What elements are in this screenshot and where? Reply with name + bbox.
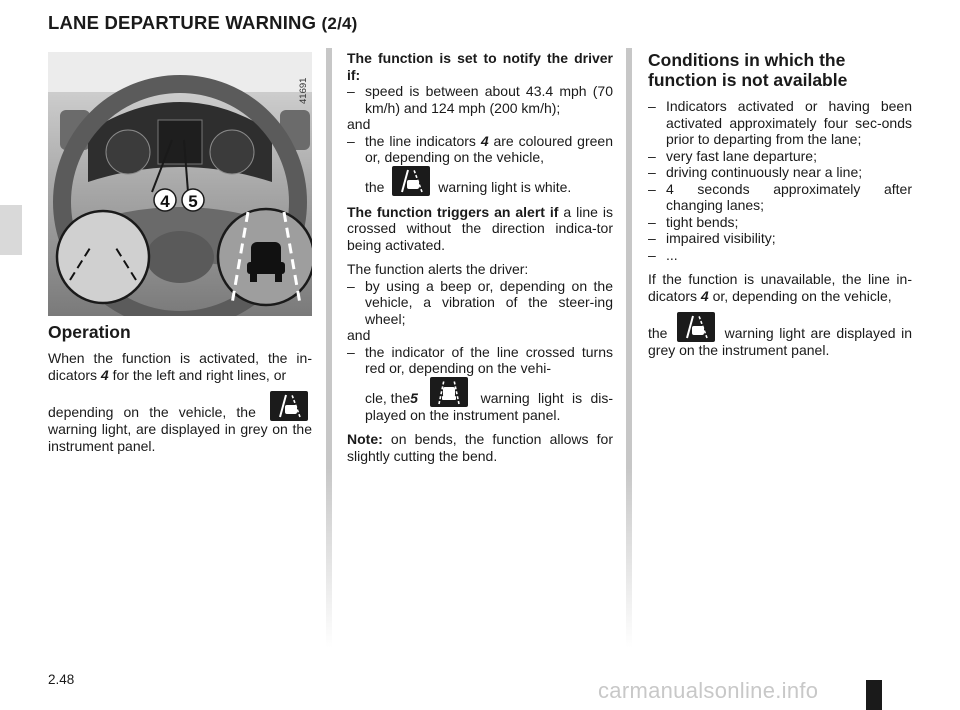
text-run: the: [365, 178, 385, 195]
text-run: The function triggers an alert if: [347, 203, 559, 220]
notify-list-1: [347, 83, 613, 116]
text-run: warning light are displayed in grey on the instrument panel.: [648, 325, 912, 358]
conditions-heading: Conditions in which the function is not available: [648, 50, 848, 90]
column-divider: [326, 48, 332, 648]
alert-paragraph: [347, 204, 613, 254]
text-run: Note:: [347, 431, 383, 447]
ref-4: 4: [480, 132, 489, 149]
callout-5: 5: [188, 192, 198, 211]
right-column: [648, 50, 912, 367]
notify-item: – speed is between about 43.4 mph (70 km/h) and 124 mph (200 km/h);: [347, 83, 613, 116]
lane-departure-warning-icon: [392, 166, 430, 196]
alert-item: – by using a beep or, depending on the vehicle, a vibration of the steer-ing wheel;: [347, 278, 613, 328]
text-run: warning light, are displayed in grey on the instrument panel.: [48, 421, 312, 454]
text-run: If the function is unavailable, the line in-dicators: [648, 271, 912, 304]
title-part: (2/4): [321, 14, 358, 33]
page-title: [48, 12, 358, 34]
middle-column: [347, 50, 613, 472]
side-tab-marker: [0, 205, 22, 255]
text-run: on bends, the function allows for slightly cutting the bend.: [347, 431, 613, 464]
figure-ref-code: 41691: [298, 77, 309, 104]
text-run: a line is crossed without the direction indica-tor being activated.: [347, 203, 613, 253]
site-watermark: carmanualsonline.info: [598, 678, 819, 703]
operation-heading: Operation: [48, 322, 131, 342]
figure-reference: [298, 60, 312, 110]
dashboard-drawing: [48, 52, 312, 316]
conditions-list: [648, 98, 912, 263]
alert-list-2: [347, 344, 613, 424]
text-run: warning light is white.: [438, 178, 572, 195]
lane-departure-warning-icon: [677, 312, 715, 342]
text-run: When the function is activated, the in-dicators: [48, 350, 312, 383]
text-run: are coloured green or, depending on the vehicle,: [365, 132, 613, 165]
callout-4: 4: [160, 192, 170, 211]
text-run: warning light is dis-played on the instrument panel.: [365, 389, 614, 423]
and-text: and: [347, 116, 371, 132]
unavailable-paragraph-2: [648, 312, 912, 359]
lane-alert-icon: [430, 377, 468, 407]
alert-list-1: [347, 278, 613, 328]
operation-paragraph-1: [48, 350, 312, 383]
page-number: 2.48: [48, 672, 75, 687]
notify-item: [347, 133, 613, 196]
condition-item: – driving continuously near a line;: [648, 164, 912, 181]
dashboard-illustration: [48, 52, 312, 316]
notify-list-2: [347, 133, 613, 196]
unavailable-paragraph-1: [648, 271, 912, 304]
text-run: cle, the: [365, 389, 411, 406]
text-run: the: [648, 325, 668, 341]
condition-item: – very fast lane departure;: [648, 148, 912, 165]
text-run: for the left and right lines, or: [108, 366, 287, 383]
and-text: and: [347, 327, 371, 343]
condition-item: – ...: [648, 247, 912, 264]
text-run: the indicator of the line crossed turns red or, depending on the vehi-: [365, 343, 613, 376]
ref-4: 4: [700, 287, 709, 304]
condition-item: – impaired visibility;: [648, 230, 912, 247]
note-paragraph: [347, 431, 613, 464]
notify-intro: The function is set to notify the driver if:: [347, 50, 613, 83]
column-divider: [626, 48, 632, 648]
left-column: [48, 322, 312, 462]
corner-marker: [866, 680, 882, 710]
alert-item: [347, 344, 613, 424]
operation-paragraph-2: [48, 391, 312, 454]
ref-5: 5: [410, 389, 418, 406]
ref-4: 4: [100, 366, 109, 383]
text-run: or, depending on the vehicle,: [708, 287, 892, 304]
text-run: the line indicators: [365, 132, 481, 149]
alerts-intro: The function alerts the driver:: [347, 261, 529, 277]
condition-item: – Indicators activated or having been activated approximately four sec-onds prior to departing from the lane;: [648, 98, 912, 148]
title-text: LANE DEPARTURE WARNING: [48, 12, 317, 33]
condition-item: – tight bends;: [648, 214, 912, 231]
lane-departure-warning-icon: [270, 391, 308, 421]
text-run: depending on the vehicle, the: [48, 404, 256, 420]
condition-item: – 4 seconds approximately after changing lanes;: [648, 181, 912, 214]
